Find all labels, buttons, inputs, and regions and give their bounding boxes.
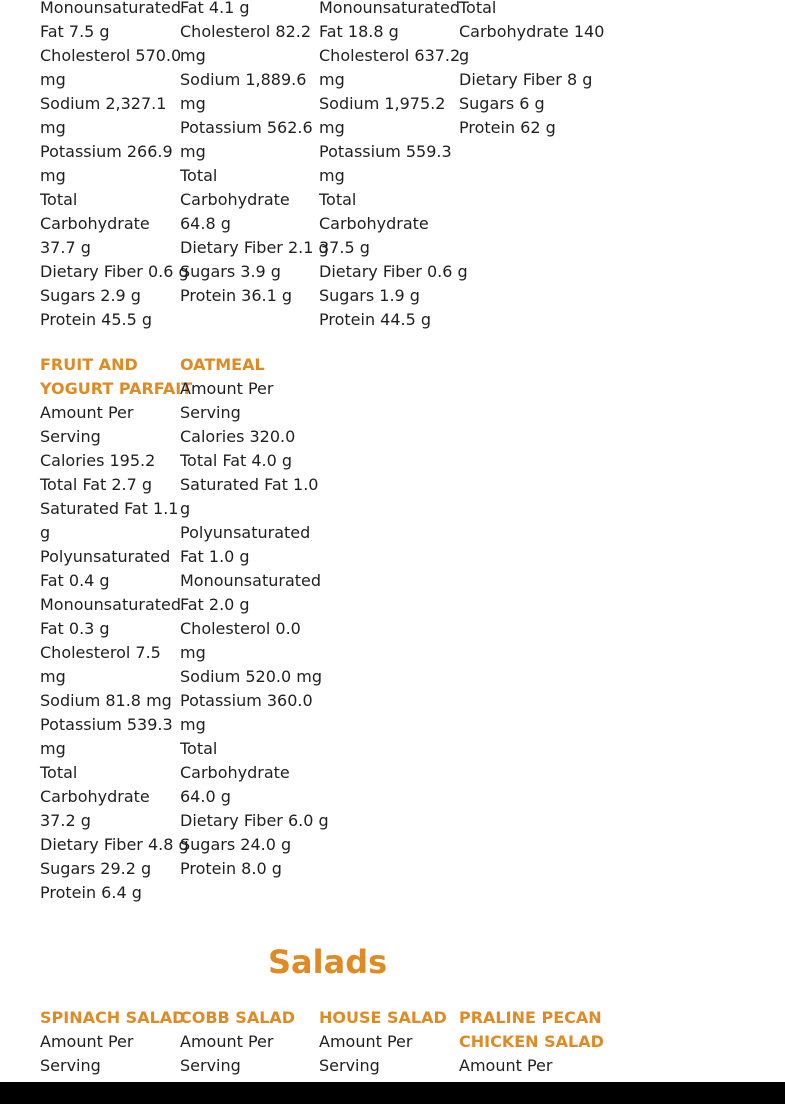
nutrient-line: mg (319, 118, 345, 137)
nutrient-line: Total Fat 2.7 g (40, 475, 153, 494)
nutrient-line: Fat 0.3 g (40, 619, 110, 638)
nutrient-line: mg (319, 70, 345, 89)
nutrient-line: Total (40, 190, 78, 209)
nutrient-line: Calories 320.0 (180, 427, 296, 446)
nutrient-line: Monounsaturated (40, 595, 182, 614)
nutrition-card (319, 0, 468, 332)
nutrient-line: g (180, 499, 191, 518)
nutrient-line: mg (180, 94, 206, 113)
nutrient-line: Protein 36.1 g (180, 286, 293, 305)
nutrient-line: Fat 2.0 g (180, 595, 250, 614)
nutrient-line: Total (459, 0, 497, 17)
nutrient-line: Total Fat 4.0 g (180, 451, 293, 470)
nutrient-line: mg (40, 739, 66, 758)
nutrient-line: Carbohydrate (40, 214, 150, 233)
item-name: YOGURT PARFAIT (40, 379, 193, 398)
nutrient-line: Sodium 1,889.6 (180, 70, 307, 89)
nutrient-line: mg (180, 46, 206, 65)
nutrient-line: Fat 18.8 g (319, 22, 399, 41)
nutrient-line: Potassium 266.9 (40, 142, 173, 161)
nutrient-line: Carbohydrate (40, 787, 150, 806)
nutrient-line: Cholesterol 0.0 (180, 619, 301, 638)
nutrient-line: Serving (180, 403, 241, 422)
nutrient-line: Sugars 2.9 g (40, 286, 141, 305)
nutrient-line: Total (180, 166, 218, 185)
nutrient-line: Fat 4.1 g (180, 0, 250, 17)
nutrient-line: Serving (40, 427, 101, 446)
nutrition-card-fruit-and-yogurt-parfait (40, 353, 193, 905)
nutrient-line: Serving (319, 1056, 380, 1075)
nutrient-line: Sugars 29.2 g (40, 859, 152, 878)
nutrient-line: Fat 0.4 g (40, 571, 110, 590)
nutrition-card-spinach-salad (40, 1006, 186, 1078)
nutrient-line: 37.5 g (319, 238, 370, 257)
bottom-black-bar (0, 1082, 785, 1104)
nutrient-line: Sodium 520.0 mg (180, 667, 322, 686)
nutrient-line: Dietary Fiber 2.1 g (180, 238, 329, 257)
nutrient-line: Monounsaturated (40, 0, 182, 17)
nutrient-line: Saturated Fat 1.0 (180, 475, 319, 494)
nutrient-line: Sugars 1.9 g (319, 286, 420, 305)
nutrient-line: Sugars 3.9 g (180, 262, 281, 281)
nutrient-line: mg (180, 643, 206, 662)
nutrient-line: mg (180, 715, 206, 734)
nutrition-card (459, 0, 605, 140)
nutrient-line: mg (40, 118, 66, 137)
nutrient-line: Sugars 24.0 g (180, 835, 292, 854)
nutrient-line: Polyunsaturated (180, 523, 311, 542)
nutrient-line: Amount Per (40, 403, 134, 422)
nutrient-line: Potassium 539.3 (40, 715, 173, 734)
nutrient-line: Dietary Fiber 6.0 g (180, 811, 329, 830)
nutrient-line: mg (40, 70, 66, 89)
nutrient-line: Dietary Fiber 0.6 g (319, 262, 468, 281)
nutrient-line: 64.8 g (180, 214, 231, 233)
nutrient-line: mg (180, 142, 206, 161)
nutrient-line: Saturated Fat 1.1 (40, 499, 179, 518)
nutrient-line: Carbohydrate 140 (459, 22, 605, 41)
nutrient-line: Carbohydrate (180, 190, 290, 209)
nutrient-line: Dietary Fiber 8 g (459, 70, 593, 89)
nutrient-line: mg (40, 667, 66, 686)
nutrient-line: Sugars 6 g (459, 94, 545, 113)
item-name: COBB SALAD (180, 1008, 296, 1027)
nutrient-line: Serving (40, 1056, 101, 1075)
nutrient-line: Calories 195.2 (40, 451, 156, 470)
nutrition-card (180, 0, 329, 308)
nutrient-line: Carbohydrate (180, 763, 290, 782)
item-name: PRALINE PECAN (459, 1008, 602, 1027)
nutrient-line: Protein 45.5 g (40, 310, 153, 329)
nutrient-line: Potassium 559.3 (319, 142, 452, 161)
nutrient-line: Potassium 562.6 (180, 118, 313, 137)
nutrient-line: Amount Per (180, 379, 274, 398)
nutrient-line: Dietary Fiber 4.8 g (40, 835, 189, 854)
nutrient-line: Monounsaturated (180, 571, 322, 590)
item-name: OATMEAL (180, 355, 265, 374)
nutrient-line: Cholesterol 570.0 (40, 46, 182, 65)
nutrient-line: Protein 6.4 g (40, 883, 142, 902)
nutrient-line: Cholesterol 82.2 (180, 22, 312, 41)
nutrient-line: Cholesterol 637.2 (319, 46, 461, 65)
nutrient-line: 37.7 g (40, 238, 91, 257)
nutrient-line: Total (40, 763, 78, 782)
nutrient-line: Fat 7.5 g (40, 22, 110, 41)
nutrient-line: Protein 44.5 g (319, 310, 432, 329)
nutrition-card-cobb-salad (180, 1006, 322, 1078)
nutrient-line: Protein 62 g (459, 118, 556, 137)
nutrient-line: Carbohydrate (319, 214, 429, 233)
nutrient-line: Potassium 360.0 (180, 691, 313, 710)
item-name: HOUSE SALAD (319, 1008, 447, 1027)
nutrition-card-praline-pecan-chicken-salad (459, 1006, 604, 1078)
nutrient-line: Protein 8.0 g (180, 859, 282, 878)
item-name: FRUIT AND (40, 355, 138, 374)
nutrient-line: 37.2 g (40, 811, 91, 830)
nutrient-line: Total (180, 739, 218, 758)
nutrition-card (40, 0, 189, 332)
nutrient-line: Sodium 1,975.2 (319, 94, 446, 113)
nutrient-line: Serving (180, 1056, 241, 1075)
nutrition-card-oatmeal (180, 353, 329, 881)
nutrient-line: Dietary Fiber 0.6 g (40, 262, 189, 281)
item-name: SPINACH SALAD (40, 1008, 186, 1027)
nutrient-line: Polyunsaturated (40, 547, 171, 566)
nutrient-line: 64.0 g (180, 787, 231, 806)
nutrient-line: Cholesterol 7.5 (40, 643, 161, 662)
nutrient-line: g (459, 46, 470, 65)
nutrient-line: g (40, 523, 51, 542)
section-title-salads: Salads (268, 943, 388, 981)
nutrient-line: Sodium 2,327.1 (40, 94, 167, 113)
nutrient-line: Amount Per (180, 1032, 274, 1051)
nutrient-line: Sodium 81.8 mg (40, 691, 172, 710)
nutrition-card-house-salad (319, 1006, 461, 1078)
nutrient-line: Fat 1.0 g (180, 547, 250, 566)
nutrient-line: Amount Per (319, 1032, 413, 1051)
nutrient-line: mg (319, 166, 345, 185)
nutrient-line: Amount Per (459, 1056, 553, 1075)
nutrient-line: Total (319, 190, 357, 209)
nutrient-line: mg (40, 166, 66, 185)
nutrient-line: Amount Per (40, 1032, 134, 1051)
nutrient-line: Monounsaturated (319, 0, 461, 17)
item-name: CHICKEN SALAD (459, 1032, 604, 1051)
